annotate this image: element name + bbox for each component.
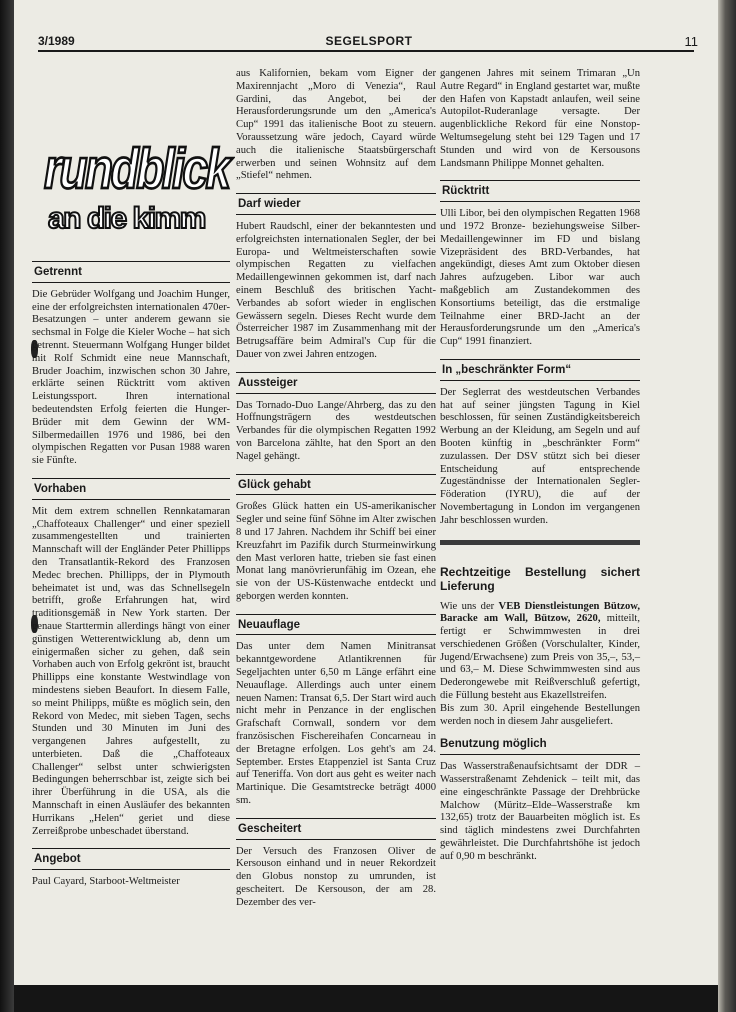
notice-text-rest: mitteilt, fertigt er Schwimmwesten in drei verschiedenen Größen (Vorschulalter, Kinder, Jugend/Erwachsene) zum Preis von 35,–, 53,– und 63,– M. Diese Schwimmwesten sind aus Dederongewebe mit Reißverschluß gefertigt, die Füllung besteht aus Ekazellstreifen. xyxy=(440,613,640,702)
article-text: Hubert Raudschl, einer der bekanntesten und erfolgreichsten internationalen Segler, der bei Europa- und Weltmeisterschaften sowie olympischen Regatten zu vielfachen Medaillengewinnen gekommen ist, darf nach einem Beschluß des britischen Yacht-Verbandes ab sofort wieder in englischen Gewässern segeln. Dieses Recht wurde dem Österreicher 1987 im Zusammenhang mit der Betrugsaffäre beim Admiral's Cup für die Dauer von zwei Jahren entzogen. xyxy=(236,220,436,360)
page-edge xyxy=(718,0,736,1012)
section-heading: Getrennt xyxy=(32,261,230,283)
page-bottom-shadow xyxy=(14,985,718,1012)
notice-text xyxy=(440,601,640,703)
notice-text: Bis zum 30. April eingehende Bestellungen werden noch in diesem Jahr ausgeliefert. xyxy=(440,702,640,727)
notice-heading: Benutzung möglich xyxy=(440,738,640,755)
notice-company: VEB Dienstleistungen Bützow, Baracke am Wall, Bützow, 2620, xyxy=(440,600,640,625)
article-text: Das unter dem Namen Minitransat bekanntgewordene Atlantikrennen für Segeljachten unter 6,50 m Länge erfährt eine Neuauflage. Allerdings auch unter einem neuen Namen: Transat 6,5. Der Start wird auch nicht mehr in Penzance in der englischen Grafschaft Cornwall, sondern vor dem französischen Fischereihafen Concarneau in der Bretagne erfolgen. Los geht's am 24. September. Erstes Etappenziel ist Santa Cruz auf Teneriffa. Von dort aus geht es weiter nach Martinique. Die Gesamtstrecke beträgt 4000 sm. xyxy=(236,641,436,807)
column-3 xyxy=(440,68,640,864)
page-header xyxy=(32,34,706,48)
article-text: Das Tornado-Duo Lange/Ahrberg, das zu den Hoffnungsträgern des westdeutschen Verbandes für die olympischen Regatten 1992 von Barcelona zählte, hat den Sport an den Nagel gehängt. xyxy=(236,399,436,462)
logo-word-an-die-kimm: an die kimm xyxy=(48,202,205,235)
section-heading: Neuauflage xyxy=(236,614,436,636)
column-1 xyxy=(32,66,230,889)
section-heading: Gescheitert xyxy=(236,818,436,840)
section-heading: In „beschränkter Form“ xyxy=(440,359,640,381)
page-binding xyxy=(0,0,14,1012)
article-text: aus Kalifornien, bekam vom Eigner der Maxirennjacht „Moro di Venezia“, Raul Gardini, das Angebot, bei der Herausforderungsrunde um den „America's Cup“ 1991 das italienische Boot zu steuern. Voraussetzung wäre jedoch, Cayard würde auch die italienische Staatsbürgerschaft erwerben und seinen Wohnsitz auf dem „Stiefel“ nehmen. xyxy=(236,68,436,182)
page-number: 11 xyxy=(684,34,698,49)
article-text: Paul Cayard, Starboot-Weltmeister xyxy=(32,876,180,888)
article-text: Der Seglerrat des westdeutschen Verbandes hat auf seiner jüngsten Tagung in Kiel beschlossen, für seinen Zuständigkeitsbereich Werbung an der Kleidung, am Segeln und auf Booten künftig in „beschränkter Form“ zuzulassen. Der DSV stützt sich bei dieser Entscheidung auf entsprechende Zugeständnisse der Internationalen Segler-Föderation (IYRU), die auf der Novembertagung in London im vergangenen Jahr beschlossen wurden. xyxy=(440,386,640,526)
notice-heading: Rechtzeitige Bestellung sichert Lieferung xyxy=(440,564,640,593)
article-text: Großes Glück hatten ein US-amerikanischer Segler und seine fünf Söhne im Alter zwischen 8 und 17 Jahren. Nachdem ihr Schiff bei einer Kreuzfahrt im Pazifik durch Sturmeinwirkung den Mast verloren hatte, trieben sie fast einen Monat lang manövrierunfähig im Ozean, ehe sie von der US-Küstenwache entdeckt und geborgen werden konnten. xyxy=(236,501,436,602)
rubric-logo xyxy=(32,66,230,249)
article-text: Ulli Libor, bei den olympischen Regatten 1968 und 1972 Bronze- beziehungsweise Silber-Medaillengewinner im FD und bislang Vizepräsident des BRD-Verbandes, hat angekündigt, dieses Amt zum Oktober diesen Jahres aufzugeben. Libor war auch maßgeblich am Zustandekommen des Konsortiums beteiligt, das die erstmalige Teilnahme einer BRD-Jacht an der Herausforderungsrunde um den „America's Cup“ 1991 finanziert. xyxy=(440,208,640,348)
section-heading: Vorhaben xyxy=(32,478,230,500)
section-heading: Angebot xyxy=(32,848,230,870)
issue-date: 3/1989 xyxy=(38,34,75,48)
logo-word-rundblick: rundblick xyxy=(44,136,229,201)
section-heading: Darf wieder xyxy=(236,193,436,215)
header-rule xyxy=(38,50,694,52)
notice-text: Das Wasserstraßenaufsichtsamt der DDR – Wasserstraßenamt Zehdenick – teilt mit, das eine eingeschränkte Passage der Drehbrücke Malchow (Müritz–Elde–Wasserstraße km 132,65) trotz der Bauarbeiten möglich ist. Es sind täglich mindestens zwei Durchfahrten gewährleistet. Die Durchfahrtshöhe ist jedoch auf 0,90 m beschränkt. xyxy=(440,761,640,862)
notice-text-pre: Wie uns der xyxy=(440,600,499,612)
section-heading: Rücktritt xyxy=(440,180,640,202)
notice-divider xyxy=(440,540,640,545)
article-text: Die Gebrüder Wolfgang und Joachim Hunger, eine der erfolgreichsten internationalen 470er-Besatzungen – unter anderem gewann sie sechsmal in Folge die Kieler Woche – hat sich getrennt. Steuermann Wolfgang Hunger bildet mit Rolf Schmidt eine neue Mannschaft, Bruder Joachim, inzwischen schon 30 Jahre, erklärte seinen Rücktritt vom aktiven Leistungssport. Ihren international bedeutendsten Erfolg feierten die Hunger-Brüder mit dem Gewinn der WM-Silbermedaillen 1976 und 1986, bei den olympischen Regatten vor Pusan 1988 waren sie Fünfte. xyxy=(32,288,230,467)
magazine-title: SEGELSPORT xyxy=(325,34,413,48)
article-text: Der Versuch des Franzosen Oliver de Kersouson einhand und in neuer Rekordzeit den Globus nonstop zu umrunden, ist gescheitert. De Kersouson, der am 28. Dezember des ver- xyxy=(236,845,436,908)
article-text: Mit dem extrem schnellen Rennkatamaran „Chaffoteaux Challenger“ und einer speziell zusammengestellten und trainierten Mannschaft will der Engländer Peter Phillipps den Transatlantik-Rekord des Franzosen Medec brechen. Phillipps, der in Plymouth beheimatet ist und, was das Schnellsegeln betrifft, große Erfahrungen hat, wird traditionsgemäß in New York starten. Der genaue Starttermin allerdings hängt von einer günstigen Wetterentwicklung ab, denn um einigermaßen sicher zu gehen, daß sein Vorhaben auch von Erfolg gekrönt ist, braucht Phillipps eine konstante Westwindlage von mindestens sieben Beaufort. In diesem Falle, so meint Philipps, müßte es möglich sein, den Rekord von Medec, mit sieben Tagen, sechs Stunden und 30 Minuten im Juni des vergangenen Jahres aufgestellt, zu unterbieten. Daß die „Chaffoteaux Challenger“ selbst unter schwierigsten Bedingungen beherrschbar ist, zeigte sich bei ihrer Überführung in die USA, als die Mannschaft in einen Ausläufer des bekannten Hurrikans „Helen“ geriet und diese Zerreißprobe unbeschadet überstand. xyxy=(32,505,230,837)
column-2 xyxy=(236,68,436,910)
article-text: gangenen Jahres mit seinem Trimaran „Un Autre Regard“ in England gestartet war, mußte den Hafen von Kapstadt anlaufen, weil seine Autopilot-Ruderanlage versagte. Der augenblickliche Rekord für eine Nonstop-Weltumsegelung steht bei 129 Tagen und 17 Stunden und wird von de Kersousons Landsmann Philippe Monnet gehalten. xyxy=(440,68,640,169)
section-heading: Glück gehabt xyxy=(236,474,436,496)
section-heading: Aussteiger xyxy=(236,372,436,394)
